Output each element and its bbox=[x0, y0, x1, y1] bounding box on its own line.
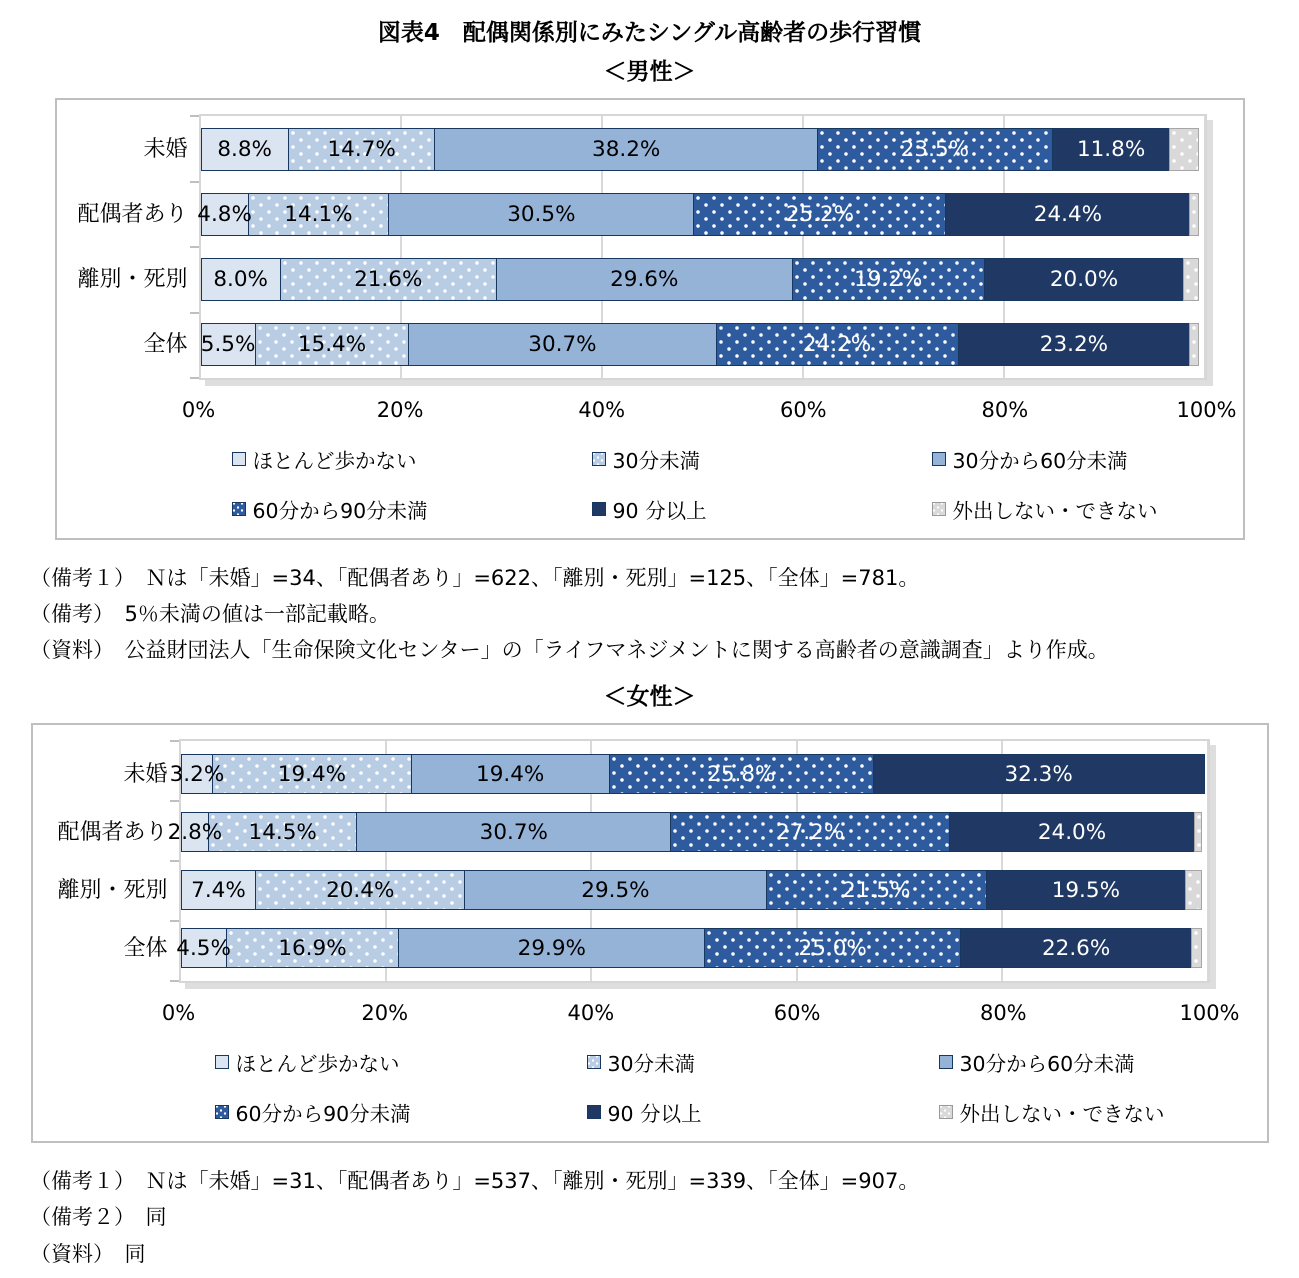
axis-tick-label: 20% bbox=[361, 1001, 409, 1026]
note-line: （備考） 5％未満の値は一部記載略。 bbox=[30, 602, 390, 627]
bar-segment bbox=[1183, 258, 1199, 301]
bar-segment bbox=[1189, 323, 1199, 366]
bar-segment bbox=[1194, 812, 1202, 852]
bar-row bbox=[167, 812, 1208, 852]
legend-item bbox=[215, 1047, 587, 1077]
legend-marker bbox=[932, 502, 946, 516]
legend-marker bbox=[592, 452, 606, 466]
bar-value-label: 23.2% bbox=[1039, 332, 1109, 357]
legend-marker bbox=[939, 1055, 953, 1069]
bar-segment bbox=[388, 193, 694, 236]
legend-label: 30分未満 bbox=[612, 449, 701, 473]
note-line: （資料） 公益財団法人「生命保険文化センター」の「ライフマネジメントに関する高齢者の意識調査」より作成。 bbox=[30, 638, 1109, 663]
bar-value-label: 8.0% bbox=[213, 267, 268, 292]
bar-segment bbox=[670, 812, 949, 852]
bar-segment bbox=[248, 193, 390, 236]
bar-row bbox=[169, 754, 1208, 794]
bar-row bbox=[201, 258, 1205, 301]
bar-segment bbox=[201, 258, 281, 301]
legend-item bbox=[592, 494, 932, 524]
bar-segment bbox=[1052, 128, 1170, 171]
bar-segment bbox=[408, 323, 716, 366]
bar-value-label: 14.1% bbox=[284, 202, 353, 227]
chart-subtitle: ＜女性＞ bbox=[603, 684, 696, 711]
chart-box bbox=[55, 98, 1245, 540]
category-label: 未婚 bbox=[123, 761, 168, 787]
bar-value-label: 19.2% bbox=[854, 267, 923, 292]
legend-marker bbox=[215, 1105, 229, 1119]
bar-segment bbox=[411, 754, 610, 794]
legend bbox=[232, 444, 1223, 524]
bar-value-label: 23.5% bbox=[900, 137, 970, 162]
bar-value-label: 38.2% bbox=[592, 137, 661, 162]
bar-value-label: 4.5% bbox=[176, 935, 231, 961]
legend-label: 90 分以上 bbox=[612, 499, 707, 523]
axis-tick-label: 80% bbox=[979, 1001, 1027, 1026]
bar-segment bbox=[693, 193, 946, 236]
plot-wrap bbox=[33, 739, 1267, 983]
legend-item bbox=[587, 1047, 939, 1077]
bar-segment bbox=[181, 870, 257, 910]
bar-segment bbox=[226, 928, 400, 968]
axis-tick-label: 20% bbox=[376, 398, 424, 422]
bar-segment bbox=[434, 128, 818, 171]
axis-tick-label: 60% bbox=[779, 398, 827, 422]
plot-wrap bbox=[57, 114, 1243, 380]
plot-area bbox=[167, 739, 1210, 983]
legend-item bbox=[939, 1047, 1247, 1077]
bar-segment bbox=[609, 754, 874, 794]
bar-row bbox=[197, 193, 1205, 236]
category-label: 離別・死別 bbox=[77, 267, 188, 292]
legend-item bbox=[592, 444, 932, 474]
legend-marker bbox=[587, 1105, 601, 1119]
axis-tick-label: 100% bbox=[1179, 1001, 1240, 1026]
bar-row bbox=[201, 128, 1205, 171]
legend-label: ほとんど歩かない bbox=[252, 449, 417, 473]
bar-segment bbox=[873, 754, 1205, 794]
axis-tick-label: 0% bbox=[161, 1001, 196, 1026]
bar-value-label: 25.2% bbox=[785, 202, 855, 227]
bar-value-label: 30.5% bbox=[507, 202, 576, 227]
legend-label: 60分から90分未満 bbox=[252, 499, 428, 523]
note-line: （資料） 同 bbox=[30, 1241, 146, 1266]
bar-value-label: 14.5% bbox=[248, 819, 317, 845]
bar-row bbox=[176, 928, 1208, 968]
bar-value-label: 15.4% bbox=[297, 332, 367, 357]
bar-value-label: 19.4% bbox=[277, 761, 347, 787]
bar-value-label: 4.8% bbox=[197, 202, 252, 227]
chart-section bbox=[0, 678, 1299, 1271]
bar-segment bbox=[716, 323, 959, 366]
chart-notes bbox=[30, 560, 1299, 668]
bar-segment bbox=[704, 928, 961, 968]
bar-value-label: 8.8% bbox=[217, 137, 272, 162]
bar-row bbox=[201, 323, 1205, 366]
bar-value-label: 19.4% bbox=[476, 761, 545, 787]
axis-tick bbox=[170, 860, 179, 862]
bar-segment bbox=[464, 870, 767, 910]
legend-item bbox=[932, 494, 1223, 524]
bar-value-label: 25.8% bbox=[707, 761, 776, 787]
legend-item bbox=[932, 444, 1223, 474]
axis-tick bbox=[190, 312, 199, 314]
bar-value-label: 3.2% bbox=[169, 761, 225, 787]
bar-segment bbox=[212, 754, 411, 794]
bar-segment bbox=[496, 258, 793, 301]
bar-segment bbox=[817, 128, 1053, 171]
category-label: 全体 bbox=[123, 935, 168, 961]
legend-label: 外出しない・できない bbox=[952, 499, 1158, 523]
bar-segment bbox=[945, 193, 1190, 236]
bar-value-label: 22.6% bbox=[1041, 935, 1111, 961]
note-line: （備考１） Ｎは「未婚」=31、「配偶者あり」=537、「離別・死別」=339、「全体」=907。 bbox=[30, 1169, 920, 1194]
chart-notes bbox=[30, 1163, 1299, 1271]
axis-tick bbox=[190, 377, 199, 379]
bar-value-label: 27.2% bbox=[775, 819, 845, 845]
axis-tick bbox=[170, 980, 179, 982]
x-axis bbox=[181, 392, 1237, 428]
bar-value-label: 30.7% bbox=[479, 819, 548, 845]
bar-segment bbox=[1185, 870, 1202, 910]
legend-label: 60分から90分未満 bbox=[235, 1102, 411, 1127]
category-label: 未婚 bbox=[143, 137, 188, 162]
bar-segment bbox=[949, 812, 1195, 852]
bar-segment bbox=[960, 928, 1192, 968]
legend bbox=[215, 1047, 1247, 1127]
bar-segment bbox=[255, 323, 410, 366]
bar-segment bbox=[197, 193, 252, 236]
axis-tick bbox=[190, 181, 199, 183]
axis-tick-label: 0% bbox=[181, 398, 216, 422]
bar-value-label: 29.5% bbox=[581, 877, 650, 903]
bar-value-label: 24.0% bbox=[1037, 819, 1107, 845]
legend-marker bbox=[232, 502, 246, 516]
bar-segment bbox=[169, 754, 225, 794]
axis-tick bbox=[170, 920, 179, 922]
bar-value-label: 5.5% bbox=[200, 332, 256, 357]
bar-segment bbox=[176, 928, 231, 968]
bar-segment bbox=[766, 870, 987, 910]
bar-segment bbox=[208, 812, 357, 852]
axis-tick bbox=[190, 115, 199, 117]
category-label: 離別・死別 bbox=[57, 877, 168, 903]
legend-marker bbox=[932, 452, 946, 466]
x-axis bbox=[161, 995, 1240, 1031]
bar-segment bbox=[255, 870, 465, 910]
category-label: 配偶者あり bbox=[57, 819, 168, 845]
bar-segment bbox=[167, 812, 223, 852]
category-labels bbox=[33, 739, 179, 983]
bar-value-label: 21.6% bbox=[354, 267, 423, 292]
bar-value-label: 20.0% bbox=[1049, 267, 1119, 292]
legend-label: 30分から60分未満 bbox=[959, 1052, 1135, 1077]
bar-segment bbox=[280, 258, 497, 301]
bar-value-label: 14.7% bbox=[327, 137, 396, 162]
legend-marker bbox=[939, 1105, 953, 1119]
bar-value-label: 7.4% bbox=[191, 877, 246, 903]
axis-tick-label: 100% bbox=[1176, 398, 1237, 422]
chart-subtitle: ＜男性＞ bbox=[603, 59, 696, 85]
axis-tick-label: 40% bbox=[578, 398, 626, 422]
bar-value-label: 29.9% bbox=[517, 935, 586, 961]
note-line: （備考１） Ｎは「未婚」=34、「配偶者あり」=622、「離別・死別」=125、「全体」=781。 bbox=[30, 566, 920, 590]
axis-tick-label: 60% bbox=[773, 1001, 821, 1026]
legend-label: 30分未満 bbox=[607, 1052, 696, 1077]
axis-tick bbox=[170, 740, 179, 742]
bar-segment bbox=[986, 870, 1186, 910]
legend-item bbox=[939, 1097, 1247, 1127]
bar-segment bbox=[288, 128, 436, 171]
axis-tick-label: 40% bbox=[567, 1001, 615, 1026]
legend-marker bbox=[587, 1055, 601, 1069]
axis-tick bbox=[190, 246, 199, 248]
legend-item bbox=[232, 444, 592, 474]
bar-value-label: 24.4% bbox=[1033, 202, 1103, 227]
bar-segment bbox=[398, 928, 705, 968]
legend-marker bbox=[232, 452, 246, 466]
bar-segment bbox=[201, 128, 289, 171]
bar-value-label: 21.5% bbox=[842, 877, 911, 903]
bar-value-label: 16.9% bbox=[278, 935, 347, 961]
bar-value-label: 30.7% bbox=[528, 332, 597, 357]
legend-item bbox=[587, 1097, 939, 1127]
legend-label: 30分から60分未満 bbox=[952, 449, 1128, 473]
bar-value-label: 11.8% bbox=[1076, 137, 1146, 162]
bar-value-label: 24.2% bbox=[802, 332, 872, 357]
category-label: 全体 bbox=[143, 332, 188, 357]
legend-item bbox=[232, 494, 592, 524]
category-label: 配偶者あり bbox=[77, 202, 188, 227]
legend-label: 外出しない・できない bbox=[959, 1102, 1165, 1127]
axis-tick bbox=[170, 800, 179, 802]
note-line: （備考２） 同 bbox=[30, 1205, 167, 1230]
bar-value-label: 2.8% bbox=[167, 819, 223, 845]
legend-label: ほとんど歩かない bbox=[235, 1052, 400, 1077]
legend-label: 90 分以上 bbox=[607, 1102, 702, 1127]
chart-box bbox=[31, 723, 1269, 1143]
plot-area bbox=[199, 114, 1207, 380]
bar-segment bbox=[356, 812, 671, 852]
bar-value-label: 20.4% bbox=[326, 877, 395, 903]
bar-value-label: 29.6% bbox=[610, 267, 679, 292]
bar-segment bbox=[1169, 128, 1199, 171]
axis-tick-label: 80% bbox=[981, 398, 1029, 422]
bar-segment bbox=[958, 323, 1191, 366]
legend-marker bbox=[215, 1055, 229, 1069]
bar-row bbox=[181, 870, 1208, 910]
bar-segment bbox=[792, 258, 985, 301]
bar-segment bbox=[1189, 193, 1199, 236]
bar-segment bbox=[201, 323, 256, 366]
bar-value-label: 19.5% bbox=[1051, 877, 1121, 903]
legend-item bbox=[215, 1097, 587, 1127]
legend-marker bbox=[592, 502, 606, 516]
charts-container bbox=[0, 53, 1299, 1272]
bar-value-label: 25.0% bbox=[798, 935, 867, 961]
bar-segment bbox=[984, 258, 1185, 301]
bar-segment bbox=[1191, 928, 1202, 968]
category-labels bbox=[57, 114, 199, 380]
page-title: 図表4 配偶関係別にみたシングル高齢者の歩行習慣 bbox=[377, 20, 922, 46]
bar-value-label: 32.3% bbox=[1004, 761, 1073, 787]
chart-section bbox=[0, 53, 1299, 668]
